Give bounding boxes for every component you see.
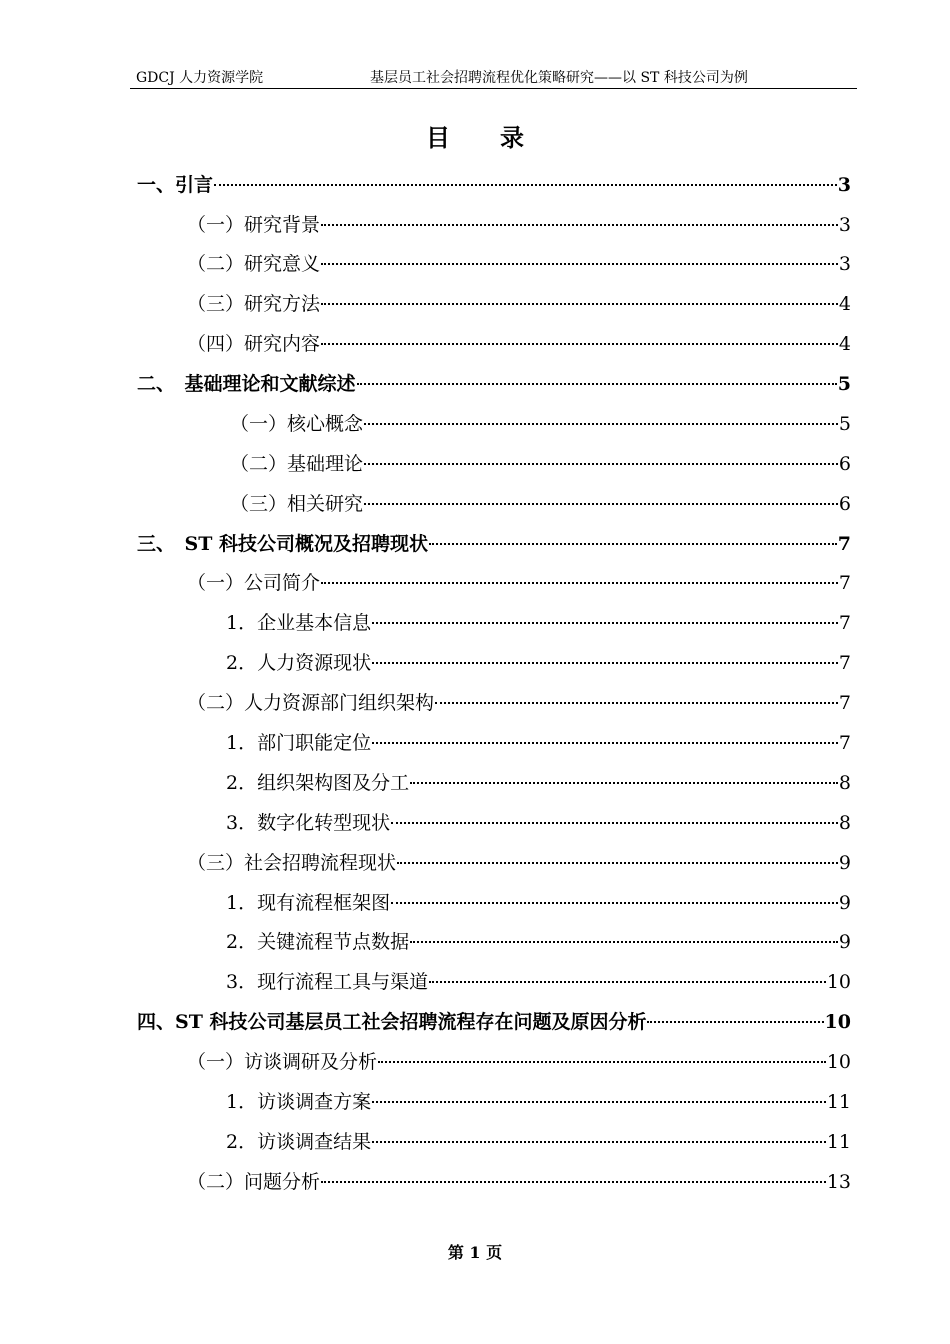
toc-leader [321, 343, 838, 345]
toc-leader [364, 423, 838, 425]
toc-entry-label: 2．人力资源现状 [226, 652, 372, 674]
toc-entry[interactable] [137, 524, 851, 564]
toc-leader [410, 941, 838, 943]
toc-entry[interactable] [226, 883, 851, 923]
toc-leader [357, 383, 837, 385]
toc-entry[interactable] [226, 962, 851, 1002]
toc-entry[interactable] [137, 364, 851, 404]
toc-entry-label: 2．组织架构图及分工 [226, 772, 410, 794]
toc-entry-page: 4 [838, 333, 851, 355]
toc-entry-label: 1．部门职能定位 [226, 732, 372, 754]
toc-entry-page: 5 [837, 373, 851, 395]
page-header [130, 68, 857, 89]
toc-entry-page: 6 [838, 493, 851, 515]
toc-entry-label: 一、引言 [137, 174, 214, 196]
toc-entry-label: 1．访谈调查方案 [226, 1091, 372, 1113]
toc-leader [429, 543, 837, 545]
toc-entry-label: 2．关键流程节点数据 [226, 931, 410, 953]
toc-entry[interactable] [187, 563, 851, 603]
toc-entry-label: （二）基础理论 [230, 453, 364, 475]
toc-entry-label: （一）核心概念 [230, 413, 364, 435]
toc-entry-label: （三）相关研究 [230, 493, 364, 515]
toc-entry-label: 3．现行流程工具与渠道 [226, 971, 429, 993]
toc-leader [372, 622, 838, 624]
toc-entry[interactable] [187, 1042, 851, 1082]
toc-entry-label: 1．企业基本信息 [226, 612, 372, 634]
toc-entry-page: 9 [838, 852, 851, 874]
toc-entry-label: 三、 ST 科技公司概况及招聘现状 [137, 533, 428, 555]
toc-entry-page: 7 [837, 533, 851, 555]
toc-entry-page: 7 [838, 652, 851, 674]
toc-entry[interactable] [137, 1002, 851, 1042]
toc-leader [214, 184, 837, 186]
toc-entry[interactable] [187, 843, 851, 883]
toc-leader [397, 862, 838, 864]
toc-entry-label: （二）人力资源部门组织架构 [187, 692, 435, 714]
toc-entry[interactable] [226, 1082, 851, 1122]
toc-entry[interactable] [187, 1162, 851, 1202]
toc-entry[interactable] [226, 1122, 851, 1162]
toc-entry[interactable] [187, 205, 851, 245]
toc-entry-label: 3．数字化转型现状 [226, 812, 391, 834]
toc-entry-label: （一）访谈调研及分析 [187, 1051, 378, 1073]
toc-leader [429, 981, 826, 983]
toc-entry[interactable] [187, 244, 851, 284]
header-left: GDCJ 人力资源学院 [136, 70, 264, 86]
toc-entry-label: （二）问题分析 [187, 1171, 321, 1193]
toc-entry[interactable] [226, 803, 851, 843]
toc-leader [410, 782, 838, 784]
toc-leader [391, 822, 838, 824]
toc-entry-page: 7 [838, 732, 851, 754]
toc-entry-label: 二、 基础理论和文献综述 [137, 373, 356, 395]
toc-entry[interactable] [230, 484, 851, 524]
toc-entry-page: 4 [838, 293, 851, 315]
toc-entry-page: 7 [838, 572, 851, 594]
toc-leader [435, 702, 838, 704]
toc-entry-page: 10 [826, 971, 851, 993]
toc-entry-page: 3 [838, 214, 851, 236]
toc-entry-label: 四、ST 科技公司基层员工社会招聘流程存在问题及原因分析 [137, 1011, 647, 1033]
toc-entry-page: 13 [826, 1171, 851, 1193]
toc-entry-page: 7 [838, 692, 851, 714]
toc-entry-label: （一）公司简介 [187, 572, 321, 594]
toc-entry-page: 8 [838, 812, 851, 834]
toc-entry[interactable] [226, 603, 851, 643]
toc-entry-label: （三）社会招聘流程现状 [187, 852, 397, 874]
toc-entry[interactable] [187, 324, 851, 364]
toc-leader [372, 742, 838, 744]
page-number: 第 1 页 [447, 1243, 503, 1262]
toc-entry-page: 10 [824, 1011, 851, 1033]
toc-entry-page: 5 [838, 413, 851, 435]
toc-leader [647, 1021, 823, 1023]
toc-leader [321, 1181, 826, 1183]
toc-leader [391, 902, 838, 904]
toc-leader [378, 1061, 826, 1063]
toc-leader [372, 662, 838, 664]
toc-entry[interactable] [226, 922, 851, 962]
toc-entry-page: 9 [838, 931, 851, 953]
toc-entry[interactable] [187, 683, 851, 723]
toc-leader [321, 263, 838, 265]
header-right: 基层员工社会招聘流程优化策略研究——以 ST 科技公司为例 [370, 70, 748, 86]
toc-entry-page: 10 [826, 1051, 851, 1073]
toc-entry-label: （四）研究内容 [187, 333, 321, 355]
toc-leader [321, 224, 838, 226]
toc-entry-label: （二）研究意义 [187, 253, 321, 275]
toc-leader [372, 1141, 826, 1143]
toc-title: 目录 [426, 123, 574, 152]
toc-entry-page: 3 [838, 253, 851, 275]
toc-entry[interactable] [230, 444, 851, 484]
toc-entry-page: 9 [838, 892, 851, 914]
toc-leader [321, 582, 838, 584]
toc-leader [321, 303, 838, 305]
toc-entry-label: 1．现有流程框架图 [226, 892, 391, 914]
toc-entry[interactable] [187, 284, 851, 324]
toc-entry-page: 8 [838, 772, 851, 794]
toc-entry[interactable] [226, 643, 851, 683]
toc-entry-page: 7 [838, 612, 851, 634]
toc-entry-label: （一）研究背景 [187, 214, 321, 236]
toc-leader [364, 503, 838, 505]
toc-entry[interactable] [230, 404, 851, 444]
toc-entry-page: 11 [826, 1131, 851, 1153]
toc-entry-page: 3 [837, 174, 851, 196]
toc-entry[interactable] [226, 723, 851, 763]
toc-leader [364, 463, 838, 465]
toc-leader [372, 1101, 826, 1103]
toc-entry[interactable] [226, 763, 851, 803]
toc-entry[interactable] [137, 165, 851, 205]
toc-entry-label: （三）研究方法 [187, 293, 321, 315]
toc-entry-label: 2．访谈调查结果 [226, 1131, 372, 1153]
toc-entry-page: 11 [826, 1091, 851, 1113]
toc-entry-page: 6 [838, 453, 851, 475]
